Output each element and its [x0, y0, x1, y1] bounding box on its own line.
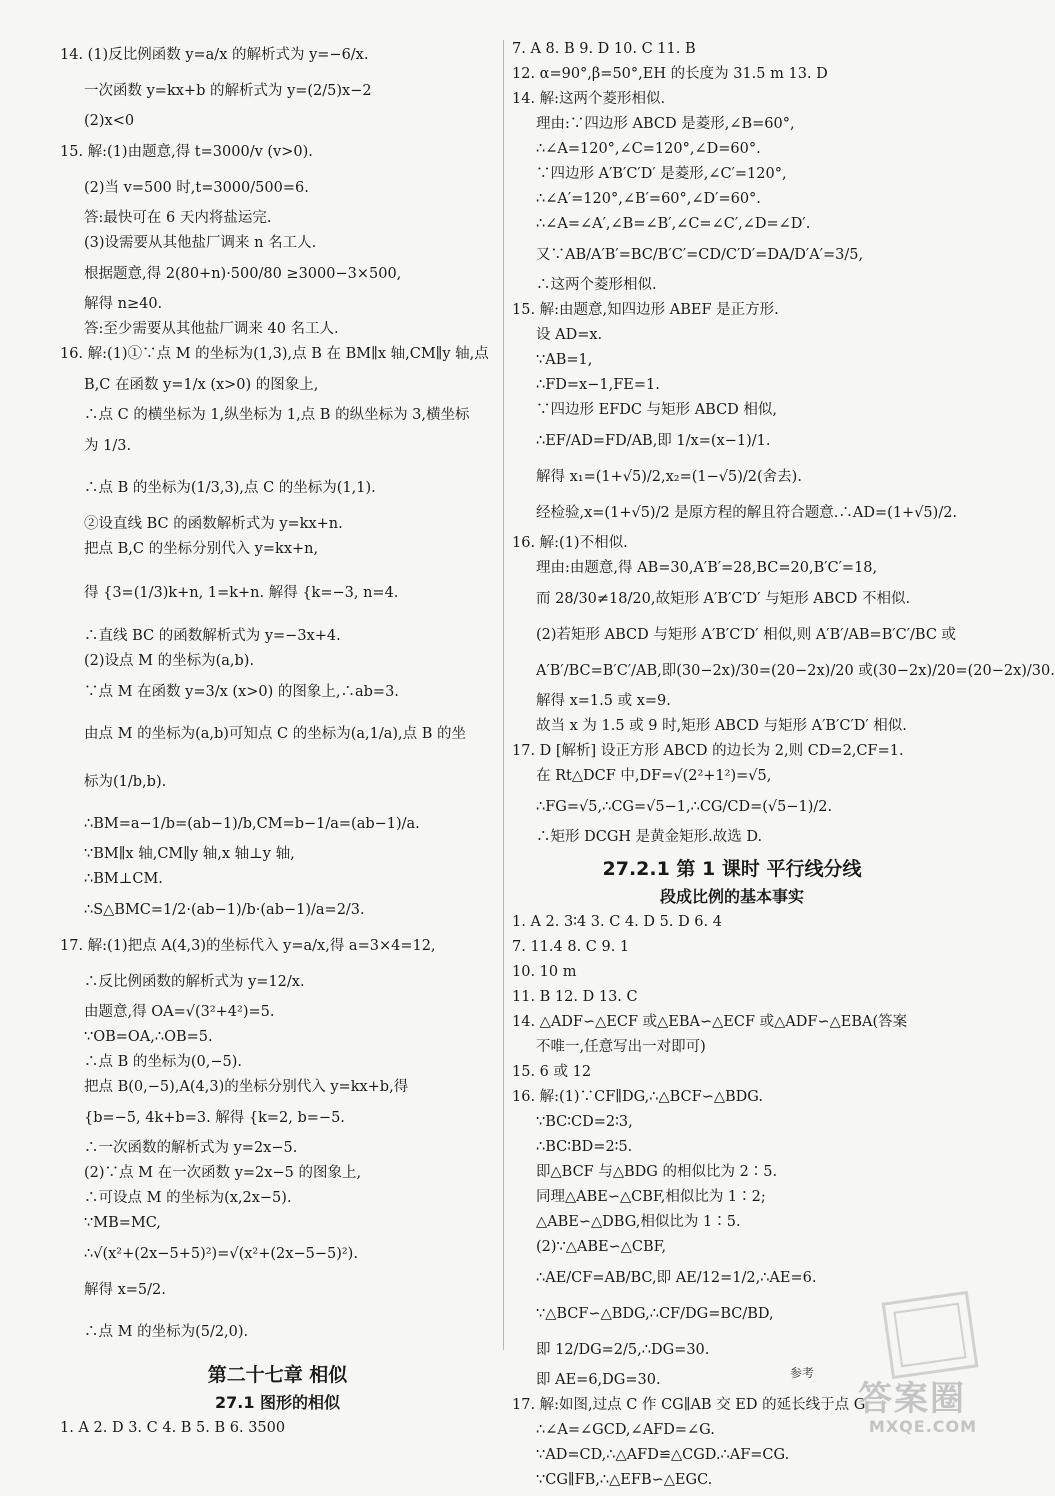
section-heading: 27.2.1 第 1 课时 平行线分线: [602, 858, 862, 880]
answer-line: ∴可设点 M 的坐标为(x,2x−5).: [84, 1190, 292, 1206]
answer-line: 15. 解:(1)由题意,得 t=3000/v (v>0).: [60, 144, 313, 160]
section-heading: 27.1 图形的相似: [214, 1393, 341, 1412]
answer-line: ∵BC∶CD=2∶3,: [536, 1114, 633, 1130]
answer-line: (3)设需要从其他盐厂调来 n 名工人.: [84, 235, 317, 251]
answer-line: 16. 解:(1)不相似.: [512, 535, 628, 551]
answer-line: (2)∵△ABE∽△CBF,: [536, 1239, 667, 1255]
answer-line: 得 {3=(1/3)k+n, 1=k+n. 解得 {k=−3, n=4.: [84, 585, 399, 601]
answer-line: ∵△BCF∽△BDG,∴CF/DG=BC/BD,: [536, 1306, 774, 1322]
answer-line: ∴∠A=∠A′,∠B=∠B′,∠C=∠C′,∠D=∠D′.: [536, 216, 811, 232]
answer-line: 7. A 8. B 9. D 10. C 11. B: [512, 41, 696, 57]
answer-line: 在 Rt△DCF 中,DF=√(2²+1²)=√5,: [536, 768, 772, 784]
answer-line: 14. △ADF∽△ECF 或△EBA∽△ECF 或△ADF∽△EBA(答案: [512, 1014, 908, 1030]
answer-line: 11. B 12. D 13. C: [512, 989, 638, 1005]
answer-line: △ABE∽△DBG,相似比为 1∶5.: [536, 1214, 741, 1230]
answer-line: 答:最快可在 6 天内将盐运完.: [84, 210, 272, 226]
answer-line: 解得 x=1.5 或 x=9.: [536, 693, 671, 709]
answer-line: 经检验,x=(1+√5)/2 是原方程的解且符合题意.∴AD=(1+√5)/2.: [536, 505, 958, 521]
answer-line: ∴直线 BC 的函数解析式为 y=−3x+4.: [84, 628, 341, 644]
answer-line: ∴点 C 的横坐标为 1,纵坐标为 1,点 B 的纵坐标为 3,横坐标: [84, 407, 470, 423]
answer-line: ∴∠A=∠GCD,∠AFD=∠G.: [536, 1422, 715, 1438]
answer-line: ∴√(x²+(2x−5+5)²)=√(x²+(2x−5−5)²).: [84, 1246, 358, 1262]
answer-line: 理由:由题意,得 AB=30,A′B′=28,BC=20,B′C′=18,: [536, 560, 878, 576]
answer-line: ∴FG=√5,∴CG=√5−1,∴CG/CD=(√5−1)/2.: [536, 799, 833, 815]
answer-line: ∵四边形 A′B′C′D′ 是菱形,∠C′=120°,: [536, 166, 787, 182]
answer-line: 由点 M 的坐标为(a,b)可知点 C 的坐标为(a,1/a),点 B 的坐: [84, 726, 467, 742]
answer-line: ∴∠A=120°,∠C=120°,∠D=60°.: [536, 141, 761, 157]
answer-line: (2)设点 M 的坐标为(a,b).: [84, 653, 255, 669]
answer-line: (2)x<0: [84, 113, 135, 129]
answer-line: 解得 x₁=(1+√5)/2,x₂=(1−√5)/2(舍去).: [536, 469, 802, 485]
answer-line: 同理△ABE∽△CBF,相似比为 1∶2;: [536, 1189, 766, 1205]
answer-line: ∵点 M 在函数 y=3/x (x>0) 的图象上,∴ab=3.: [84, 684, 399, 700]
answer-line: ∵AD=CD,∴△AFD≌△CGD.∴AF=CG.: [536, 1447, 790, 1463]
column-divider: [503, 40, 504, 1350]
answer-line: ∴点 M 的坐标为(5/2,0).: [84, 1324, 249, 1340]
answer-line: 根据题意,得 2(80+n)·500/80 ≥3000−3×500,: [84, 266, 402, 282]
answer-line: 为 1/3.: [84, 438, 132, 454]
answer-line: 答:至少需要从其他盐厂调来 40 名工人.: [84, 321, 339, 337]
answer-line: 1. A 2. 3∶4 3. C 4. D 5. D 6. 4: [512, 914, 722, 930]
watermark-logo: [858, 1380, 988, 1440]
answer-line: ∴这两个菱形相似.: [536, 277, 657, 293]
answer-line: 即 AE=6,DG=30.: [536, 1372, 661, 1388]
answer-line: ∵AB=1,: [536, 352, 593, 368]
answer-line: 设 AD=x.: [536, 327, 603, 343]
answer-line: ∵BM∥x 轴,CM∥y 轴,x 轴⊥y 轴,: [84, 846, 295, 862]
answer-line: ∴∠A′=120°,∠B′=60°,∠D′=60°.: [536, 191, 761, 207]
answer-line: ∴一次函数的解析式为 y=2x−5.: [84, 1140, 298, 1156]
answer-line: A′B′/BC=B′C′/AB,即(30−2x)/30=(20−2x)/20 或(30−2x)/20=(20−2x)/30.: [536, 663, 1055, 679]
answer-line: 14. 解:这两个菱形相似.: [512, 91, 666, 107]
answer-line: ∴S△BMC=1/2·(ab−1)/b·(ab−1)/a=2/3.: [84, 902, 365, 918]
answer-line: ∴FD=x−1,FE=1.: [536, 377, 660, 393]
answer-line: 17. 解:如图,过点 C 作 CG∥AB 交 ED 的延长线于点 G.: [512, 1397, 870, 1413]
answer-line: 17. 解:(1)把点 A(4,3)的坐标代入 y=a/x,得 a=3×4=12,: [60, 938, 436, 954]
right-column: [512, 40, 1055, 1496]
answer-line: 又∵AB/A′B′=BC/B′C′=CD/C′D′=DA/D′A′=3/5,: [536, 247, 864, 263]
answer-line: 解得 n≥40.: [84, 296, 163, 312]
answer-line: ∵OB=OA,∴OB=5.: [84, 1029, 213, 1045]
answer-line: (2)∵点 M 在一次函数 y=2x−5 的图象上,: [84, 1165, 362, 1181]
answer-line: ∴点 B 的坐标为(0,−5).: [84, 1054, 243, 1070]
answer-line: ∴BC∶BD=2∶5.: [536, 1139, 633, 1155]
section-heading: 第二十七章 相似: [207, 1364, 348, 1386]
answer-line: ∵四边形 EFDC 与矩形 ABCD 相似,: [536, 402, 778, 418]
answer-line: 16. 解:(1)①∵点 M 的坐标为(1,3),点 B 在 BM∥x 轴,CM∥y 轴,点: [60, 346, 489, 362]
answer-line: 一次函数 y=kx+b 的解析式为 y=(2/5)x−2: [84, 83, 372, 99]
answer-line: 即△BCF 与△BDG 的相似比为 2∶5.: [536, 1164, 778, 1180]
left-column: [60, 40, 495, 1444]
answer-line: 把点 B(0,−5),A(4,3)的坐标分别代入 y=kx+b,得: [84, 1079, 409, 1095]
answer-line: {b=−5, 4k+b=3. 解得 {k=2, b=−5.: [84, 1110, 345, 1126]
answer-line: 而 28/30≠18/20,故矩形 A′B′C′D′ 与矩形 ABCD 不相似.: [536, 591, 911, 607]
answer-line: ∴点 B 的坐标为(1/3,3),点 C 的坐标为(1,1).: [84, 480, 376, 496]
answer-line: 理由:∵四边形 ABCD 是菱形,∠B=60°,: [536, 116, 795, 132]
answer-line: ∴AE/CF=AB/BC,即 AE/12=1/2,∴AE=6.: [536, 1270, 817, 1286]
answer-line: ②设直线 BC 的函数解析式为 y=kx+n.: [84, 516, 343, 532]
answer-line: ∴EF/AD=FD/AB,即 1/x=(x−1)/1.: [536, 433, 771, 449]
answer-line: 15. 解:由题意,知四边形 ABEF 是正方形.: [512, 302, 779, 318]
answer-line: 10. 10 m: [512, 964, 577, 980]
answer-line: 12. α=90°,β=50°,EH 的长度为 31.5 m 13. D: [512, 66, 828, 82]
answer-line: 16. 解:(1)∵CF∥DG,∴△BCF∽△BDG.: [512, 1089, 763, 1105]
answer-line: ∴矩形 DCGH 是黄金矩形.故选 D.: [536, 829, 763, 845]
answer-line: 不唯一,任意写出一对即可): [536, 1039, 706, 1055]
answer-line: B,C 在函数 y=1/x (x>0) 的图象上,: [84, 377, 319, 393]
watermark-url: MXQE.COM: [868, 1417, 978, 1436]
answer-line: (2)若矩形 ABCD 与矩形 A′B′C′D′ 相似,则 A′B′/AB=B′C′/BC 或: [536, 627, 957, 643]
answer-line: 14. (1)反比例函数 y=a/x 的解析式为 y=−6/x.: [60, 47, 369, 63]
answer-line: 解得 x=5/2.: [84, 1282, 166, 1298]
section-heading: 段成比例的基本事实: [659, 887, 804, 906]
answer-line: 即 12/DG=2/5,∴DG=30.: [536, 1342, 710, 1358]
answer-line: 把点 B,C 的坐标分别代入 y=kx+n,: [84, 541, 319, 557]
answer-line: ∴反比例函数的解析式为 y=12/x.: [84, 974, 305, 990]
answer-line: 标为(1/b,b).: [84, 774, 167, 790]
page-footer-label: 参考: [790, 1366, 815, 1380]
answer-line: 1. A 2. D 3. C 4. B 5. B 6. 3500: [60, 1420, 286, 1436]
answer-line: (2)当 v=500 时,t=3000/500=6.: [84, 180, 309, 196]
answer-line: ∵MB=MC,: [84, 1215, 161, 1231]
answer-line: 故当 x 为 1.5 或 9 时,矩形 ABCD 与矩形 A′B′C′D′ 相似.: [536, 718, 907, 734]
answer-line: 7. 11.4 8. C 9. 1: [512, 939, 630, 955]
answer-line: 17. D [解析] 设正方形 ABCD 的边长为 2,则 CD=2,CF=1.: [512, 743, 904, 759]
answer-line: ∴BM=a−1/b=(ab−1)/b,CM=b−1/a=(ab−1)/a.: [84, 816, 420, 832]
answer-line: 由题意,得 OA=√(3²+4²)=5.: [84, 1004, 275, 1020]
answer-line: ∴BM⊥CM.: [84, 871, 163, 887]
answer-line: ∵CG∥FB,∴△EFB∽△EGC.: [536, 1472, 713, 1488]
watermark-title: 答案圈: [858, 1379, 966, 1419]
answer-line: 15. 6 或 12: [512, 1064, 592, 1080]
stamp-icon: [880, 1290, 980, 1380]
